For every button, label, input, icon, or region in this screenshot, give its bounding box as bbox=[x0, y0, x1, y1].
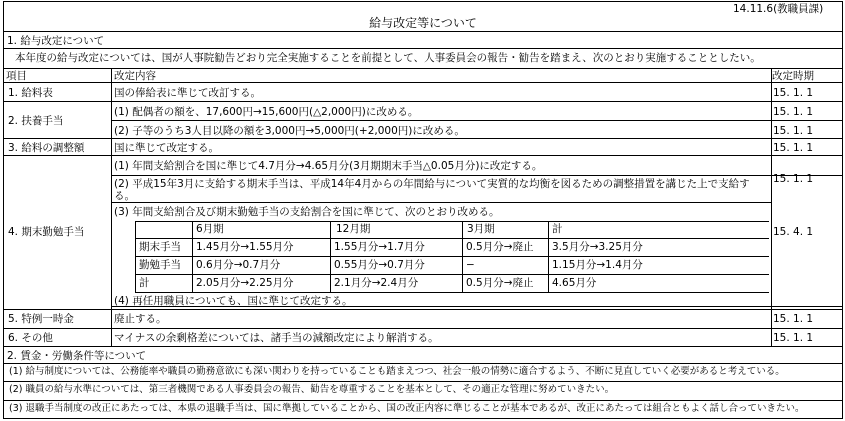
subtable-cell: 1.45月分→1.55月分 bbox=[196, 241, 294, 253]
row-content: (1) 配偶者の額を、17,600円→15,600円(△2,000円)に改める。 bbox=[114, 106, 419, 118]
row-content: 国の俸給表に準じて改訂する。 bbox=[114, 87, 261, 99]
row-content: マイナスの余剰格差については、諸手当の減額改定により解消する。 bbox=[114, 332, 439, 344]
date-dept-label: 14.11.6(教職員課) bbox=[733, 3, 824, 15]
row-content: (2) 子等のうち3人目以降の額を3,000円→5,000円(+2,000円)に改める。 bbox=[114, 125, 465, 137]
section2-note: (1) 給与制度については、公務能率や職員の勤務意欲にも深い関わりを持っていることも踏まえつつ、社会一般の情勢に適合するよう、不断に見直していく必要があると考えている。 bbox=[9, 366, 785, 377]
subtable-row-label: 勤勉手当 bbox=[139, 259, 181, 271]
row-content: (3) 年間支給割合及び期末勤勉手当の支給割合を国に準じて、次のとおり改める。 bbox=[114, 206, 500, 218]
subtable-cell: 0.55月分→0.7月分 bbox=[334, 259, 425, 271]
subtable-cell: 3.5月分→3.25月分 bbox=[552, 241, 643, 253]
subtable-header: 3月期 bbox=[467, 223, 495, 235]
row-date: 15. 1. 1 bbox=[773, 87, 814, 99]
row-date: 15. 1. 1 bbox=[773, 313, 814, 325]
row-item: 3. 給料の調整額 bbox=[8, 142, 85, 154]
section2-note: (2) 職員の給与水準については、第三者機関である人事委員会の報告、勧告を尊重することを基本として、その適正な管理に努めていきたい。 bbox=[9, 384, 615, 395]
row-content: 国に準じて改定する。 bbox=[114, 142, 219, 154]
row-content: (2) 平成15年3月に支給する期末手当は、平成14年4月からの年間給与について実質的な均衡を図るための調整措置を講じた上で支給する。 bbox=[114, 178, 750, 202]
row-date: 15. 4. 1 bbox=[773, 226, 814, 238]
subtable-cell: 0.5月分→廃止 bbox=[466, 277, 534, 289]
subtable-cell: 1.15月分→1.4月分 bbox=[552, 259, 643, 271]
section2-heading: 2. 賃金・労働条件等について bbox=[7, 350, 147, 362]
row-date: 15. 1. 1 bbox=[773, 142, 814, 154]
row-item: 2. 扶養手当 bbox=[8, 115, 64, 127]
col-date-header: 改定時期 bbox=[772, 70, 814, 82]
subtable-cell: 0.5月分→廃止 bbox=[466, 241, 534, 253]
subtable-cell: − bbox=[466, 259, 475, 271]
subtable-cell: 4.65月分 bbox=[552, 277, 597, 289]
row-content: (1) 年間支給割合を国に準じて4.7月分→4.65月分(3月期期末手当△0.05月分)に改定する。 bbox=[114, 160, 543, 172]
section1-heading: 1. 給与改定について bbox=[7, 35, 105, 47]
subtable-header: 12月期 bbox=[336, 223, 371, 235]
divider bbox=[3, 48, 843, 49]
row-item: 1. 給料表 bbox=[8, 87, 53, 99]
section1-intro: 本年度の給与改定については、国が人事院勧告どおり完全実施することを前提として、人事委員会の報告・勧告を踏まえ、次のとおり実施することとしたい。 bbox=[15, 52, 761, 64]
col-content-header: 改定内容 bbox=[114, 70, 156, 82]
row-date: 15. 1. 1 bbox=[773, 173, 814, 185]
col-item-header: 項目 bbox=[6, 70, 27, 82]
page-title: 給与改定等について bbox=[369, 16, 477, 30]
subtable-cell: 0.6月分→0.7月分 bbox=[196, 259, 281, 271]
row-item: 6. その他 bbox=[8, 332, 53, 344]
subtable-header: 6月期 bbox=[196, 223, 224, 235]
subtable-row-label: 期末手当 bbox=[139, 241, 181, 253]
row-date: 15. 1. 1 bbox=[773, 125, 814, 137]
subtable-cell: 2.1月分→2.4月分 bbox=[334, 277, 419, 289]
row-date: 15. 1. 1 bbox=[773, 332, 814, 344]
subtable-row-label: 計 bbox=[139, 277, 150, 289]
row-item: 4. 期末勤勉手当 bbox=[8, 226, 85, 238]
section2-note: (3) 退職手当制度の改正にあたっては、本県の退職手当は、国に準拠していることから、国の改正内容に準じることが基本であるが、改正にあたっては組合ともよく話し合っていきたい。 bbox=[9, 403, 805, 414]
subtable-cell: 1.55月分→1.7月分 bbox=[334, 241, 425, 253]
row-content: 廃止する。 bbox=[114, 313, 167, 325]
row-item: 5. 特例一時金 bbox=[8, 313, 74, 325]
subtable-cell: 2.05月分→2.25月分 bbox=[196, 277, 294, 289]
row-content: (4) 再任用職員についても、国に準じて改定する。 bbox=[114, 295, 353, 307]
subtable-header: 計 bbox=[552, 223, 563, 235]
row-date: 15. 1. 1 bbox=[773, 106, 814, 118]
